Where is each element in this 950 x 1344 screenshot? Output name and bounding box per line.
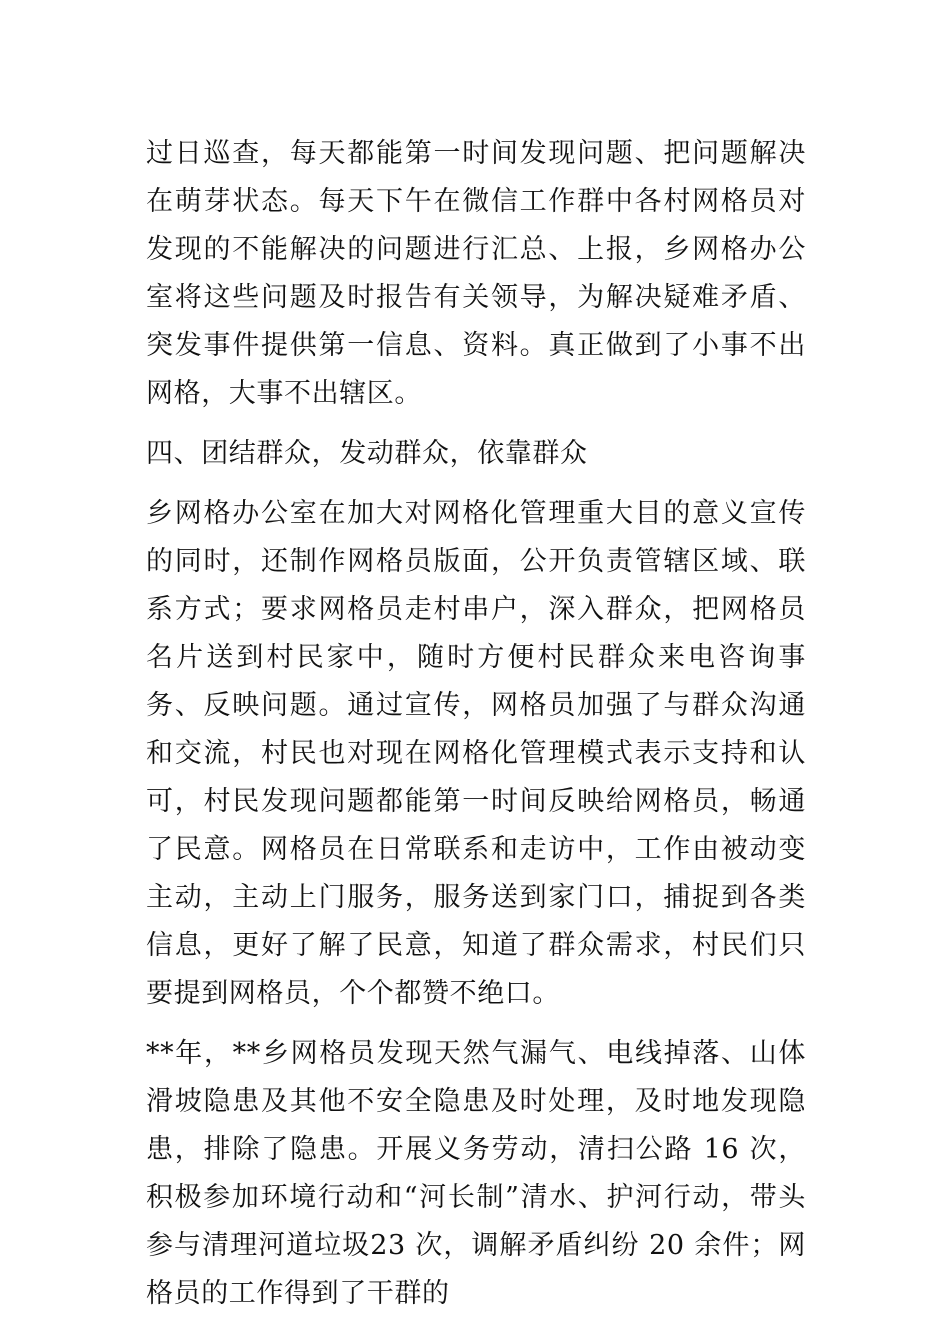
paragraph-achievements: **年，**乡网格员发现天然气漏气、电线掉落、山体滑坡隐患及其他不安全隐患及时处理，及时地发现隐患，排除了隐患。开展义务劳动，清扫公路 16 次，积极参加环境行动和“河长制”清水、护河行动，带头参与清理河道垃圾23 次，调解矛盾纠纷 20 余件；网格员的工作得到了干群的 (146, 1038, 806, 1309)
paragraph-publicity: 乡网格办公室在加大对网格化管理重大目的意义宣传的同时，还制作网格员版面，公开负责管辖区域、联系方式；要求网格员走村串户，深入群众，把网格员名片送到村民家中，随时方便村民群众来电咨询事务、反映问题。通过宣传，网格员加强了与群众沟通和交流，村民也对现在网格化管理模式表示支持和认可，村民发现问题都能第一时间反映给网格员，畅通了民意。网格员在日常联系和走访中，工作由被动变主动，主动上门服务，服务送到家门口，捕捉到各类信息，更好了解了民意，知道了群众需求，村民们只要提到网格员，个个都赞不绝口。 (146, 498, 806, 1009)
document-body (146, 130, 806, 1330)
paragraph-patrol: 过日巡查，每天都能第一时间发现问题、把问题解决在萌芽状态。每天下午在微信工作群中各村网格员对发现的不能解决的问题进行汇总、上报，乡网格办公室将这些问题及时报告有关领导，为解决疑难矛盾、突发事件提供第一信息、资料。真正做到了小事不出网格，大事不出辖区。 (146, 138, 806, 409)
section-heading-four: 四、团结群众，发动群众，依靠群众 (146, 438, 588, 469)
